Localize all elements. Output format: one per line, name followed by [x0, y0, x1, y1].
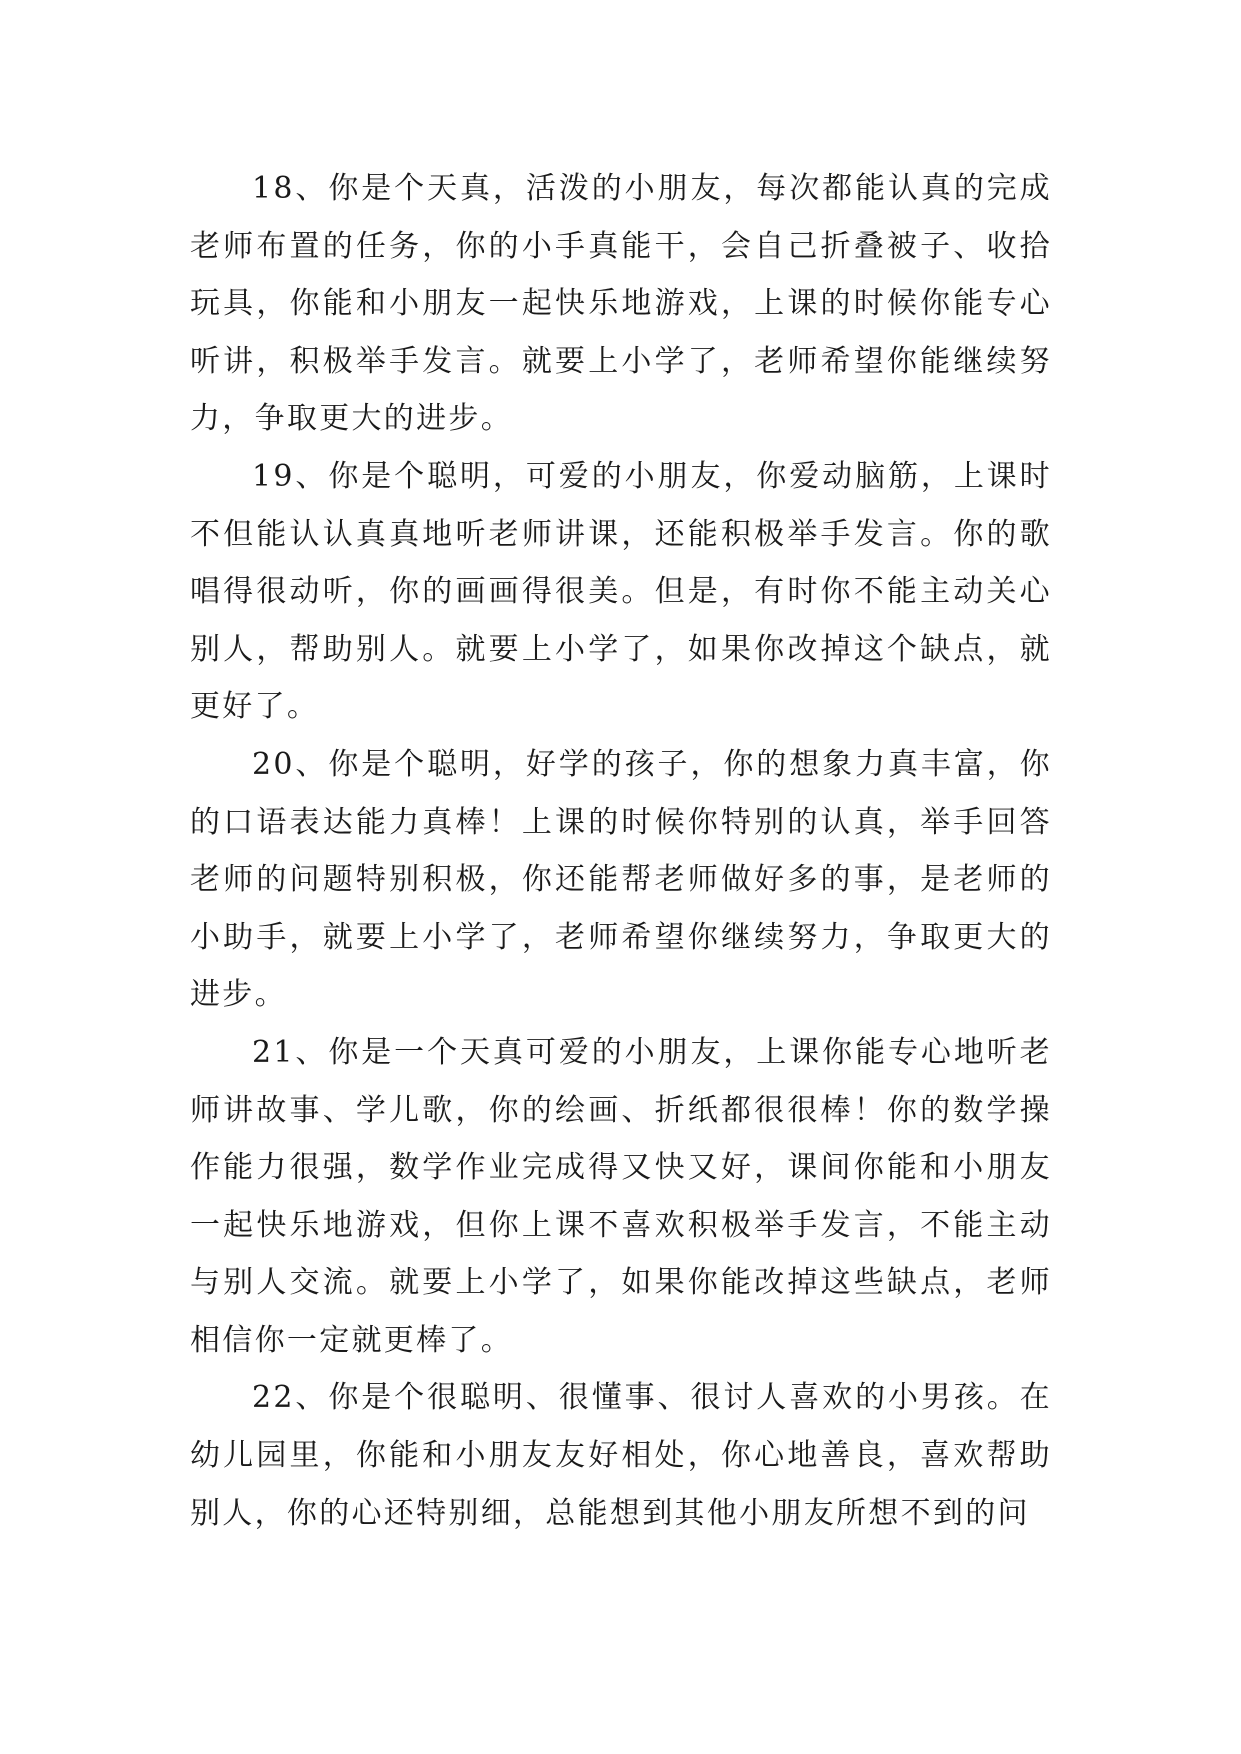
paragraph-20: 20、你是个聪明，好学的孩子，你的想象力真丰富，你的口语表达能力真棒！上课的时候你特别的认真，举手回答老师的问题特别积极，你还能帮老师做好多的事，是老师的小助手，就要上小学了，老师希望你继续努力，争取更大的进步。	[190, 746, 1052, 1013]
paragraph-18: 18、你是个天真，活泼的小朋友，每次都能认真的完成老师布置的任务，你的小手真能干，会自己折叠被子、收拾玩具，你能和小朋友一起快乐地游戏，上课的时候你能专心听讲，积极举手发言。就要上小学了，老师希望你能继续努力，争取更大的进步。	[190, 171, 1052, 437]
paragraph-19: 19、你是个聪明，可爱的小朋友，你爱动脑筋，上课时不但能认认真真地听老师讲课，还能积极举手发言。你的歌唱得很动听，你的画画得很美。但是，有时你不能主动关心别人，帮助别人。就要上小学了，如果你改掉这个缺点，就更好了。	[190, 458, 1052, 725]
paragraph-22: 22、你是个很聪明、很懂事、很讨人喜欢的小男孩。在幼儿园里，你能和小朋友友好相处，你心地善良，喜欢帮助别人，你的心还特别细，总能想到其他小朋友所想不到的问	[190, 1380, 1052, 1531]
paragraph-21: 21、你是一个天真可爱的小朋友，上课你能专心地听老师讲故事、学儿歌，你的绘画、折纸都很很棒！你的数学操作能力很强，数学作业完成得又快又好，课间你能和小朋友一起快乐地游戏，但你上课不喜欢积极举手发言，不能主动与别人交流。就要上小学了，如果你能改掉这些缺点，老师相信你一定就更棒了。	[190, 1034, 1052, 1358]
document-body	[190, 160, 1052, 1542]
